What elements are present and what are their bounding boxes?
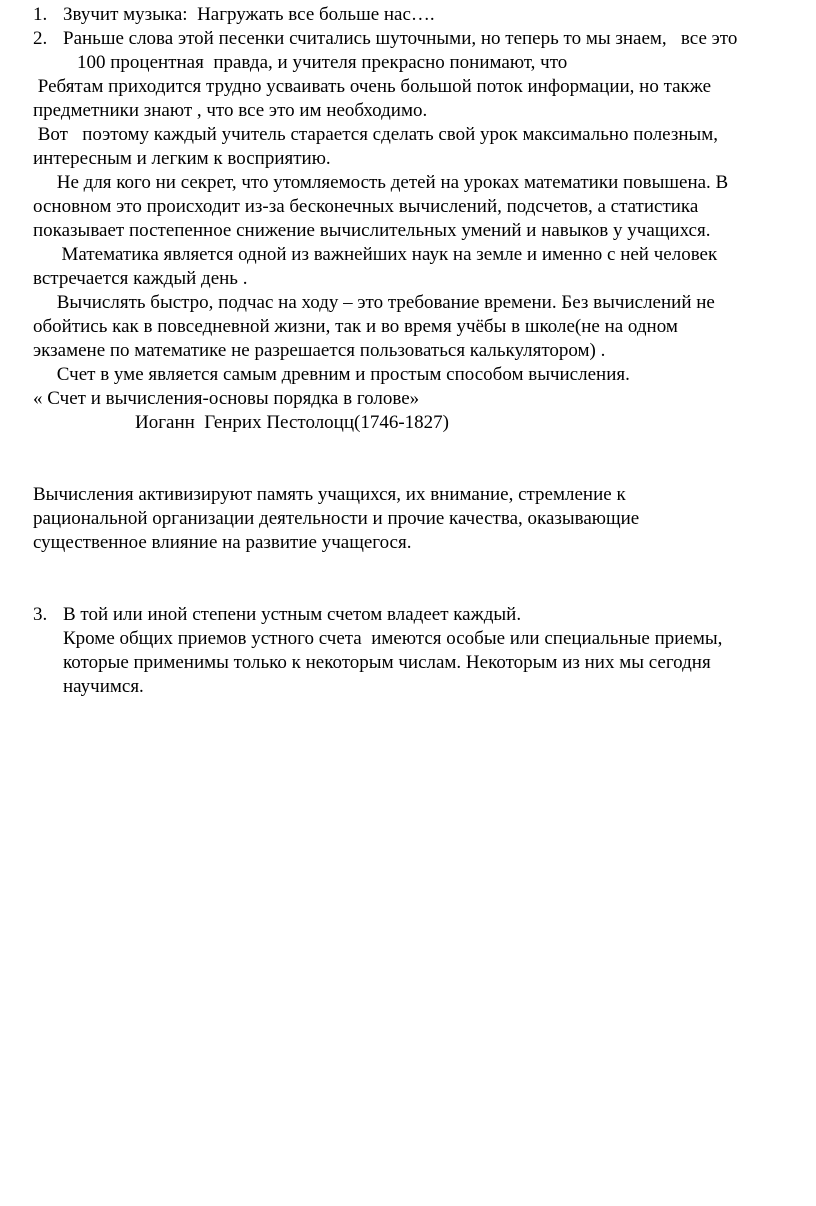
paragraph-5-line-1: Вычислять быстро, подчас на ходу – это требование времени. Без вычислений не (33, 292, 715, 313)
paragraph-4-line-2: встречается каждый день . (33, 268, 248, 289)
paragraph-2-line-2: интересным и легким к восприятию. (33, 148, 331, 169)
paragraph-2-line-1: Вот поэтому каждый учитель старается сделать свой урок максимально полезным, (33, 124, 719, 145)
paragraph-7-line-1: Вычисления активизируют память учащихся, их внимание, стремление к (33, 484, 626, 505)
paragraph-1-line-2: предметники знают , что все это им необходимо. (33, 100, 428, 121)
item-2-line-1: Раньше слова этой песенки считались шуточными, но теперь то мы знаем, все это (63, 28, 738, 49)
quote-author: Иоганн Генрих Пестолоцц(1746-1827) (135, 412, 450, 433)
quote-text: « Счет и вычисления-основы порядка в голове» (33, 388, 420, 409)
paragraph-4-line-1: Математика является одной из важнейших наук на земле и именно с ней человек (33, 244, 718, 265)
item-3-line-3: которые применимы только к некоторым числам. Некоторым из них мы сегодня (63, 652, 711, 673)
item-3-line-2: Кроме общих приемов устного счета имеются особые или специальные приемы, (63, 628, 723, 649)
item-3-line-4: научимся. (63, 676, 144, 697)
item-3-line-1: В той или иной степени устным счетом владеет каждый. (63, 604, 522, 625)
item-1-text: Звучит музыка: Нагружать все больше нас…. (63, 4, 435, 25)
paragraph-3-line-2: основном это происходит из-за бесконечных вычислений, подсчетов, а статистика (33, 196, 699, 217)
list-number-3: 3. (33, 604, 48, 625)
paragraph-7-line-2: рациональной организации деятельности и прочие качества, оказывающие (33, 508, 640, 529)
paragraph-7-line-3: существенное влияние на развитие учащегося. (33, 532, 412, 553)
paragraph-1-line-1: Ребятам приходится трудно усваивать очень большой поток информации, но также (33, 76, 712, 97)
paragraph-6-line-1: Счет в уме является самым древним и простым способом вычисления. (33, 364, 630, 385)
paragraph-3-line-1: Не для кого ни секрет, что утомляемость детей на уроках математики повышена. В (33, 172, 729, 193)
list-number-1: 1. (33, 4, 48, 25)
paragraph-5-line-3: экзамене по математике не разрешается пользоваться калькулятором) . (33, 340, 606, 361)
item-2-line-2: 100 процентная правда, и учителя прекрасно понимают, что (77, 52, 568, 73)
list-number-2: 2. (33, 28, 48, 49)
paragraph-5-line-2: обойтись как в повседневной жизни, так и во время учёбы в школе(не на одном (33, 316, 678, 337)
paragraph-3-line-3: показывает постепенное снижение вычислительных умений и навыков у учащихся. (33, 220, 711, 241)
